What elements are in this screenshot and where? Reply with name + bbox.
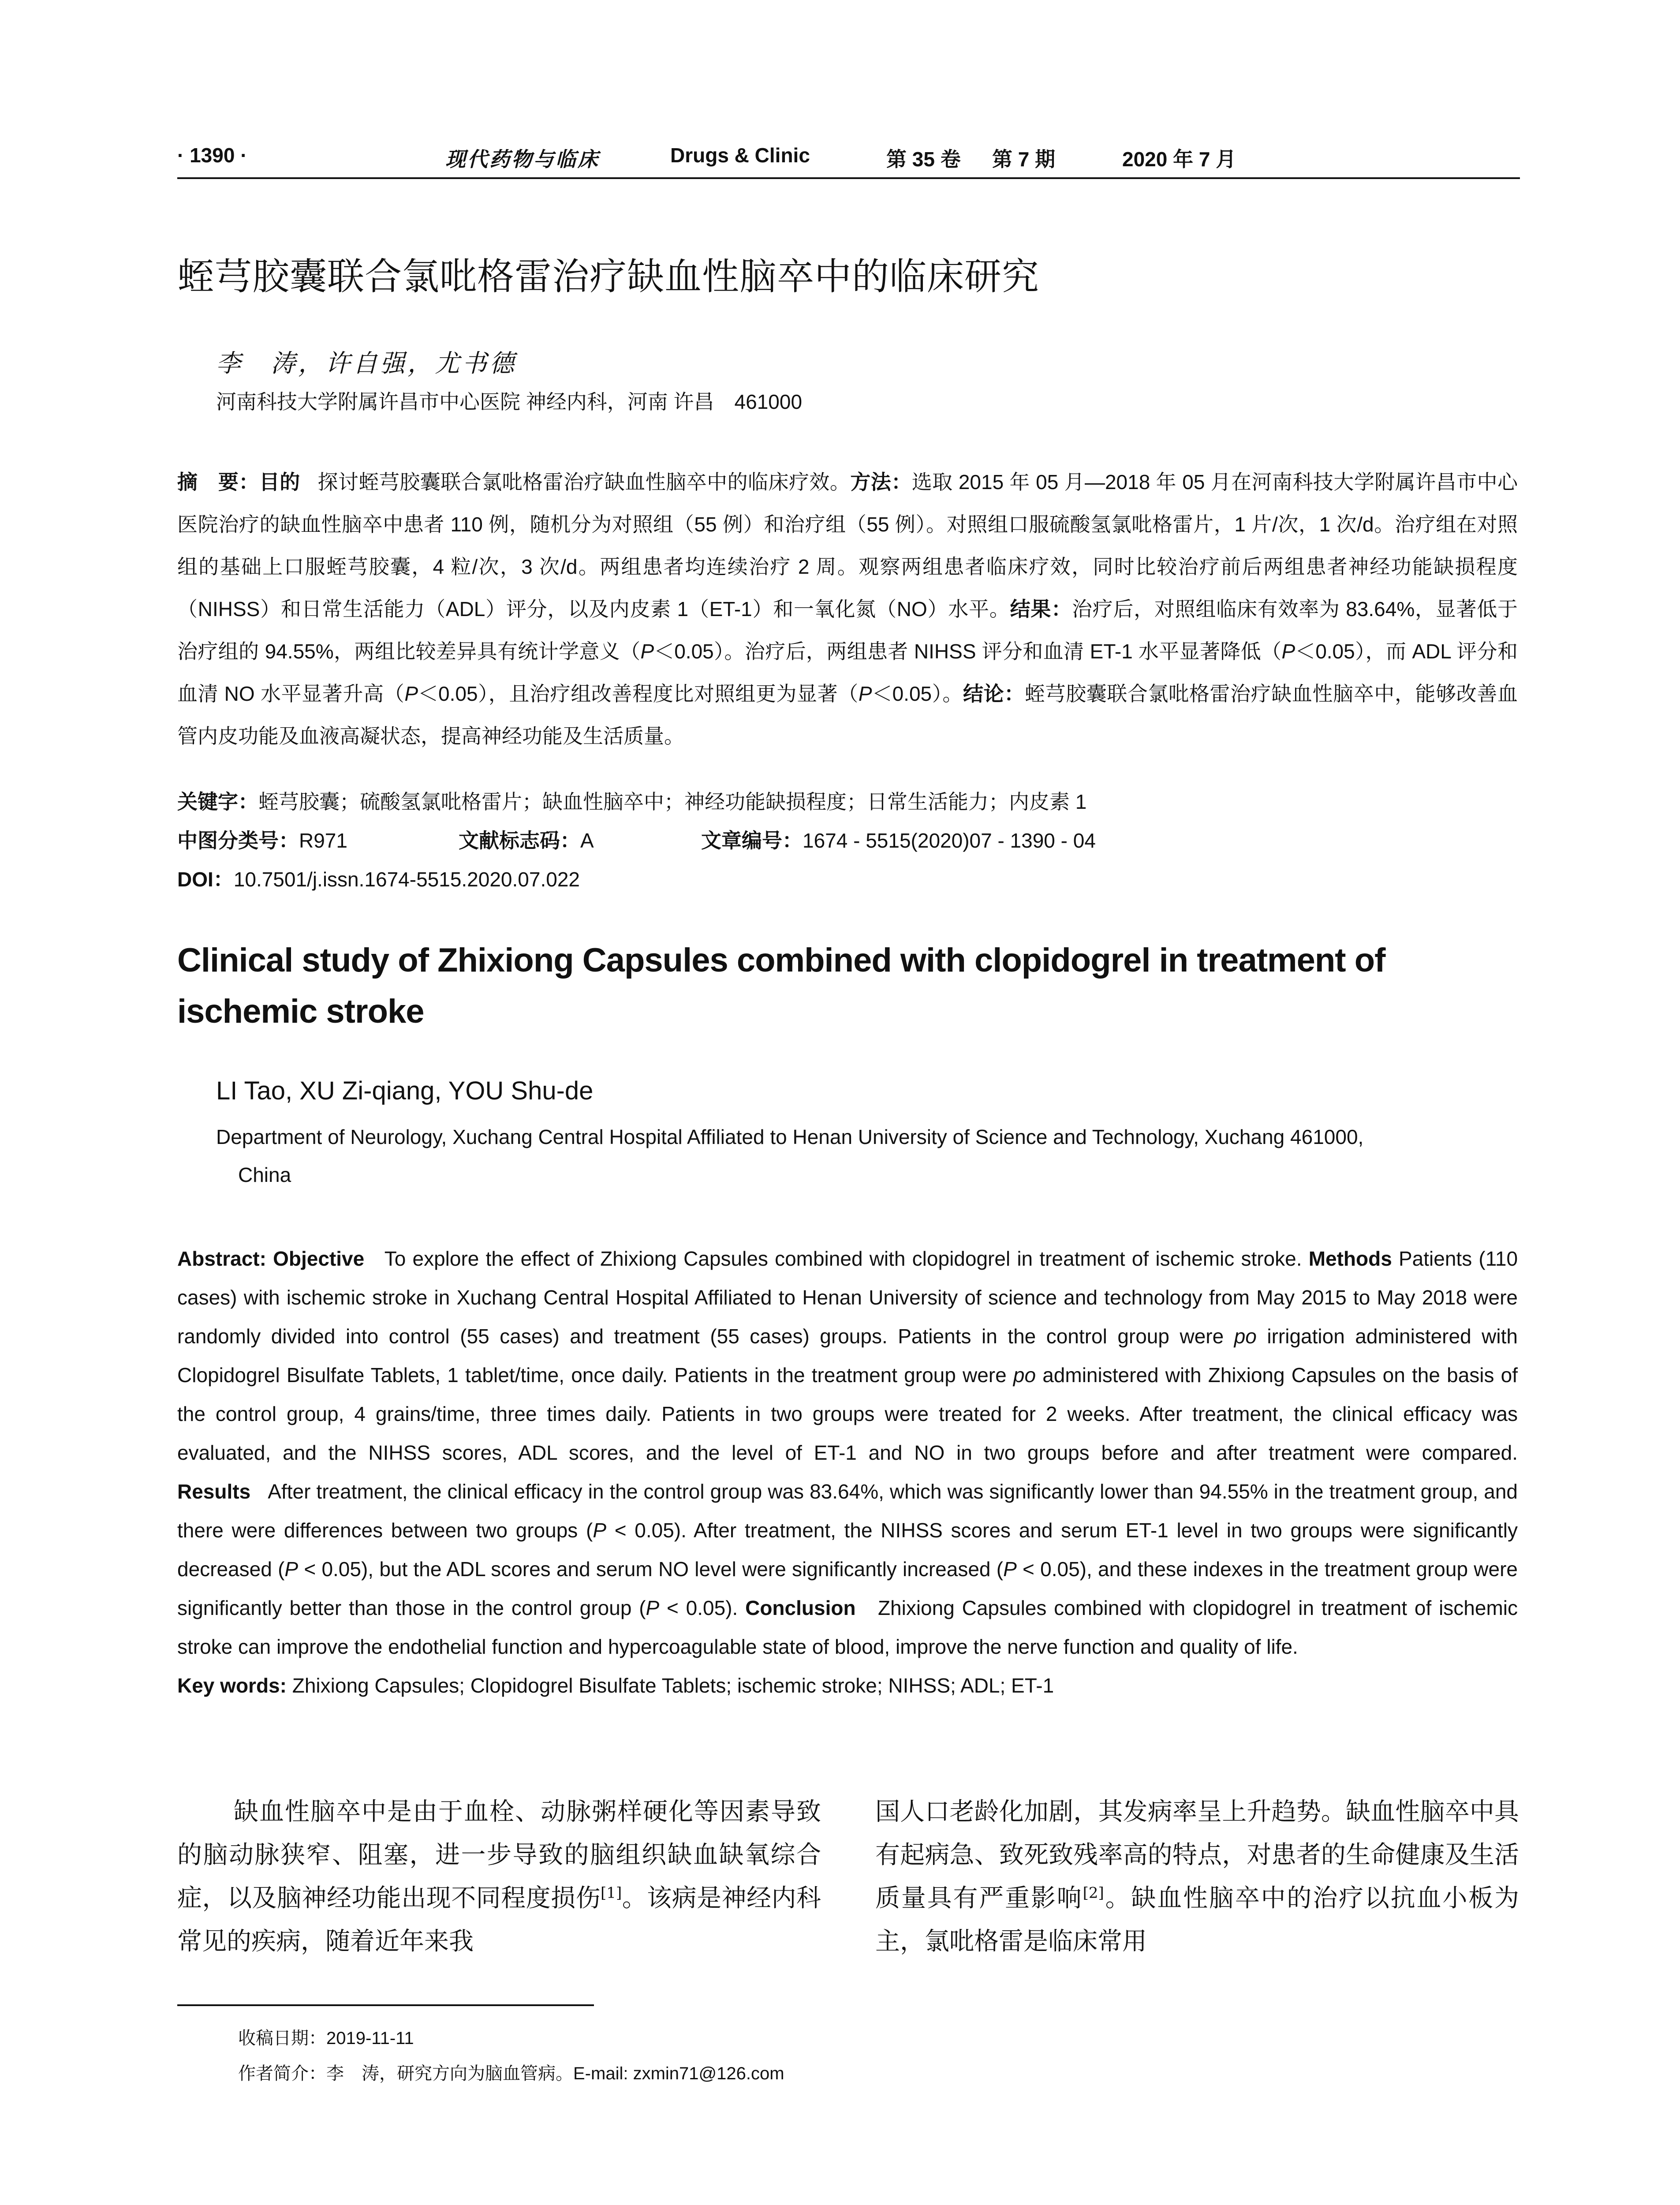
volume: 第 35 卷	[886, 148, 961, 171]
results-text-cn: ＜0.05）。	[872, 682, 963, 705]
results-label-en: Results	[177, 1480, 251, 1503]
po-term: po	[1013, 1364, 1036, 1387]
article-no-label: 文章编号：	[701, 829, 803, 852]
journal-title-cn: 现代药物与临床	[445, 147, 600, 171]
title-cn: 蛭芎胶囊联合氯吡格雷治疗缺血性脑卒中的临床研究	[177, 256, 1040, 297]
citation-ref[interactable]: [2]	[1083, 1884, 1104, 1902]
affiliation-en-line-1: Department of Neurology, Xuchang Central Hospital Affiliated to Henan University of Science and Technology, Xuchang 461000,	[216, 1125, 1364, 1148]
received-date	[238, 2024, 414, 2049]
abstract-label-cn: 摘 要：	[177, 471, 259, 493]
body-column-right	[875, 1790, 1519, 1963]
results-text-cn: ＜0.05），而 ADL 评分和血清 NO 水平显著升高（	[177, 640, 1518, 705]
body-column-left	[177, 1790, 821, 1963]
doi	[177, 863, 580, 893]
results-text-en: < 0.05). After treatment, the NIHSS scores and serum ET-1 level in two groups were significantly decreased (	[177, 1519, 1518, 1581]
doi-value[interactable]: 10.7501/j.issn.1674-5515.2020.07.022	[233, 868, 580, 891]
conclusion-label-cn: 结论：	[963, 682, 1025, 705]
journal-title-en: Drugs & Clinic	[670, 144, 810, 167]
abstract-label-en: Abstract: Objective	[177, 1247, 365, 1270]
p-value-symbol: P	[1003, 1558, 1017, 1581]
body-text: 缺血性脑卒中是由于血栓、动脉粥样硬化等因素导致的脑动脉狭窄、阻塞，进一步导致的脑组织缺血缺氧综合症，以及脑神经功能出现不同程度损伤	[177, 1798, 821, 1913]
abstract-cn	[177, 461, 1518, 757]
article-no-value: 1674 - 5515(2020)07 - 1390 - 04	[803, 829, 1096, 852]
methods-text-cn: 选取 2015 年 05 月—2018 年 05 月在河南科技大学附属许昌市中心医院治疗的缺血性脑卒中患者 110 例，随机分为对照组（55 例）和治疗组（55 例）。对照组口服硫酸氢氯吡格雷片，1 片/次，1 次/d。治疗组在对照组的基础上口服蛭芎胶囊，4 粒/次，3 次/d。两组患者均连续治疗 2 周。观察两组患者临床疗效，同时比较治疗前后两组患者神经功能缺损程度（NIHSS）和日常生活能力（ADL）评分，以及内皮素 1（ET-1）和一氧化氮（NO）水平。	[177, 471, 1518, 620]
methods-text-en: administered with Zhixiong Capsules on the basis of the control group, 4 grains/time, three times daily. Patients in two groups were treated for 2 weeks. After treatment, the clinical efficacy was evaluated, and the NIHSS scores, ADL scores, and the level of ET-1 and NO in two groups before and after treatment were compared.	[177, 1364, 1518, 1464]
received-label: 收稿日期：	[238, 2029, 326, 2048]
affiliation-cn: 河南科技大学附属许昌市中心医院 神经内科，河南 许昌 461000	[216, 390, 803, 413]
issue-date: 2020 年 7 月	[1122, 148, 1236, 171]
body-text: 。该病是神经内科常见的疾病，随着近年来我	[177, 1884, 821, 1956]
results-text-cn: 治疗后，对照组临床有效率为 83.64%，显著低于治疗组的 94.55%，两组比较差异具有统计学意义（	[177, 598, 1518, 663]
p-value-symbol: P	[646, 1596, 660, 1619]
document-code	[459, 825, 594, 854]
objective-label-cn: 目的	[259, 471, 300, 493]
p-value-symbol: P	[593, 1519, 607, 1542]
clc-number	[177, 825, 347, 854]
authors-cn: 李 涛，许自强，尤书德	[216, 349, 517, 378]
author-bio-label: 作者简介：	[238, 2064, 326, 2083]
conclusion-label-en: Conclusion	[745, 1596, 856, 1619]
po-term: po	[1234, 1325, 1257, 1348]
p-value-symbol: P	[1281, 640, 1295, 663]
header-rule	[177, 177, 1520, 179]
methods-label-en: Methods	[1308, 1247, 1392, 1270]
abstract-en	[177, 1239, 1518, 1705]
results-text-en: < 0.05), and these indexes in the treatment group were significantly better than those in the control group (	[177, 1558, 1518, 1619]
doc-code-label: 文献标志码：	[459, 829, 580, 852]
clc-value: R971	[299, 829, 347, 852]
p-value-symbol: P	[284, 1558, 299, 1581]
doc-code-value: A	[580, 829, 594, 852]
p-value-symbol: P	[404, 682, 418, 705]
methods-text-en: Patients (110 cases) with ischemic stroke in Xuchang Central Hospital Affiliated to Henan University of science and technology from May 2015 to May 2018 were randomly divided into control (55 cases) and treatment (55 cases) groups. Patients in the control group were	[177, 1247, 1518, 1348]
citation-ref[interactable]: [1]	[601, 1884, 622, 1902]
body-text: 国人口老龄化加剧，其发病率呈上升趋势。缺血性脑卒中具有起病急、致死致残率高的特点，对患者的生命健康及生活质量具有严重影响	[875, 1798, 1519, 1913]
keywords-cn	[177, 786, 1086, 815]
affiliation-en-line-2: China	[238, 1163, 291, 1186]
conclusion-text-en: Zhixiong Capsules combined with clopidogrel in treatment of ischemic stroke can improve the endothelial function and hypercoagulable state of blood, improve the nerve function and quality of life.	[177, 1596, 1518, 1658]
title-en: Clinical study of Zhixiong Capsules combined with clopidogrel in treatment of ischemic stroke	[177, 942, 1385, 1030]
article-number	[701, 825, 1096, 854]
results-text-en: < 0.05).	[667, 1596, 738, 1619]
author-bio-value: 李 涛，研究方向为脑血管病。E-mail: zxmin71@126.com	[326, 2064, 784, 2083]
results-label-cn: 结果：	[1010, 598, 1072, 620]
results-text-en: After treatment, the clinical efficacy in the control group was 83.64%, which was significantly lower than 94.55% in the treatment group, and there were differences between two groups (	[177, 1480, 1518, 1542]
keywords-text-en: Zhixiong Capsules; Clopidogrel Bisulfate Tablets; ischemic stroke; NIHSS; ADL; ET-1	[292, 1674, 1054, 1697]
doi-label: DOI：	[177, 868, 234, 891]
footnote-rule	[177, 2004, 594, 2006]
objective-text-en: To explore the effect of Zhixiong Capsules combined with clopidogrel in treatment of ischemic stroke.	[384, 1247, 1302, 1270]
issue: 第 7 期	[992, 148, 1056, 171]
p-value-symbol: P	[858, 682, 872, 705]
keywords-label-en: Key words:	[177, 1674, 287, 1697]
author-bio	[238, 2059, 784, 2085]
objective-text-cn: 探讨蛭芎胶囊联合氯吡格雷治疗缺血性脑卒中的临床疗效。	[317, 471, 851, 493]
authors-en: LI Tao, XU Zi-qiang, YOU Shu-de	[216, 1076, 594, 1105]
methods-text-en: irrigation administered with Clopidogrel Bisulfate Tablets, 1 tablet/time, once daily. Patients in the treatment group were	[177, 1325, 1518, 1387]
p-value-symbol: P	[640, 640, 654, 663]
conclusion-text-cn: 蛭芎胶囊联合氯吡格雷治疗缺血性脑卒中，能够改善血管内皮功能及血液高凝状态，提高神经功能及生活质量。	[177, 682, 1518, 747]
results-text-en: < 0.05), but the ADL scores and serum NO level were significantly increased (	[304, 1558, 1004, 1581]
page-number: · 1390 ·	[177, 144, 247, 167]
results-text-cn: ＜0.05）。治疗后，两组患者 NIHSS 评分和血清 ET-1 水平显著降低（	[654, 640, 1282, 663]
results-text-cn: ＜0.05），且治疗组改善程度比对照组更为显著（	[418, 682, 859, 705]
keywords-label-cn: 关键字：	[177, 790, 258, 813]
keywords-text-cn: 蛭芎胶囊；硫酸氢氯吡格雷片；缺血性脑卒中；神经功能缺损程度；日常生活能力；内皮素 1	[258, 790, 1087, 813]
affiliation-en	[216, 1118, 1521, 1194]
methods-label-cn: 方法：	[850, 471, 912, 493]
clc-label: 中图分类号：	[177, 829, 299, 852]
body-text: 。缺血性脑卒中的治疗以抗血小板为主，氯吡格雷是临床常用	[875, 1884, 1519, 1956]
received-value: 2019-11-11	[326, 2029, 414, 2048]
